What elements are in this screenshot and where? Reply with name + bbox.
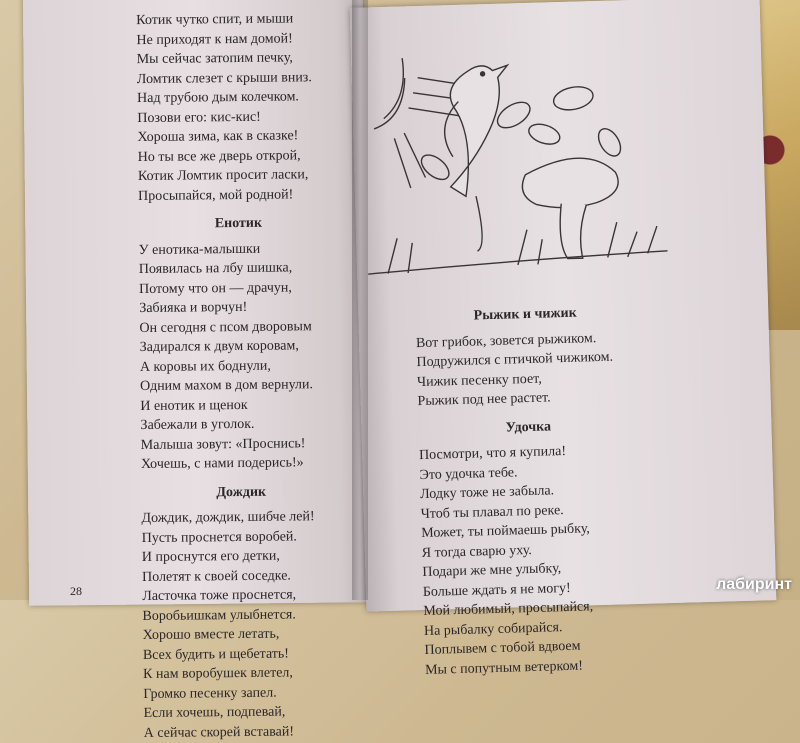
poem-line: И проснутся его детки, bbox=[141, 548, 280, 566]
poem-title-enotik: Енотик bbox=[214, 215, 263, 232]
poem-line: У енотика-малышки bbox=[138, 241, 261, 258]
poem-line: Котик чутко спит, и мыши bbox=[136, 11, 294, 29]
left-page-text bbox=[136, 9, 344, 743]
poem-title-dozhdik: Дождик bbox=[216, 484, 267, 500]
poem-line: Потому что он — драчун, bbox=[139, 279, 292, 297]
poem-kotik bbox=[136, 9, 338, 206]
poem-line: Малыша зовут: «Проснись! bbox=[140, 435, 306, 453]
poem-line: Громко песенку запел. bbox=[143, 685, 277, 702]
poem-line: Это удочка тебе. bbox=[419, 464, 518, 483]
poem-line: А сейчас скорей вставай! bbox=[143, 723, 295, 741]
poem-line: Котик Ломтик просит ласки, bbox=[137, 167, 309, 185]
poem-title-ryzhik: Рыжик и чижик bbox=[473, 305, 577, 324]
poem-line: Если хочешь, подпевай, bbox=[143, 704, 286, 722]
poem-line: Забежали в уголок. bbox=[140, 416, 255, 434]
poem-line: Но ты все же дверь открой, bbox=[137, 147, 301, 165]
poem-line: Чижик песенку поет, bbox=[416, 371, 542, 390]
poem-dozhdik bbox=[141, 507, 343, 743]
bird-mushroom-illustration bbox=[362, 41, 668, 279]
poem-line: Больше ждать я не могу! bbox=[422, 580, 571, 600]
poem-line: Мой любимый, просыпайся, bbox=[423, 599, 594, 620]
poem-line: Поплывем с тобой вдвоем bbox=[424, 638, 581, 659]
poem-line: Не приходят к нам домой! bbox=[136, 30, 293, 48]
poem-line: Над трубою дым колечком. bbox=[137, 89, 299, 107]
poem-line: К нам воробушек влетел, bbox=[143, 665, 293, 683]
right-page-text bbox=[415, 293, 646, 680]
poem-line: Появилась на лбу шишка, bbox=[138, 260, 293, 278]
poem-line: На рыбалку собирайся. bbox=[423, 619, 563, 639]
poem-line: Хочешь, с нами подерись!» bbox=[140, 455, 304, 473]
poem-line: Пусть проснется воробей. bbox=[141, 528, 297, 546]
poem-line: Он сегодня с псом дворовым bbox=[139, 318, 312, 336]
poem-line: Посмотри, что я купила! bbox=[418, 443, 567, 464]
poem-line: Дождик, дождик, шибче лей! bbox=[141, 509, 315, 527]
poem-line: А коровы их боднули, bbox=[139, 358, 271, 375]
poem-enotik bbox=[139, 238, 341, 474]
page-number: 28 bbox=[70, 584, 82, 598]
poem-line: Хорошо вместе летать, bbox=[142, 626, 280, 644]
poem-line: Одним махом в дом вернули. bbox=[140, 377, 314, 395]
poem-line: Мы с попутным ветерком! bbox=[424, 658, 584, 678]
poem-line: Я тогда сварю уху. bbox=[421, 542, 533, 561]
poem-line: И енотик и щенок bbox=[140, 397, 248, 414]
poem-line: Позови его: кис-кис! bbox=[137, 109, 261, 126]
poem-line: Ласточка тоже проснется, bbox=[142, 587, 297, 605]
poem-line: Воробьишкам улыбнется. bbox=[142, 606, 296, 624]
poem-ryzhik bbox=[416, 327, 638, 411]
poem-line: Лодку тоже не забыла. bbox=[419, 483, 555, 503]
watermark-labirint: лабиринт bbox=[716, 576, 792, 593]
poem-line: Рыжик под нее растет. bbox=[417, 390, 551, 410]
poem-line: Подари же мне улыбку, bbox=[422, 561, 562, 581]
poem-line: Задирался к двум коровам, bbox=[139, 338, 299, 356]
poem-line: Ломтик слезет с крыши вниз. bbox=[136, 69, 312, 87]
poem-line: Забияка и ворчун! bbox=[139, 299, 248, 317]
poem-udochka bbox=[419, 440, 645, 680]
poem-line: Может, ты поймаешь рыбку, bbox=[421, 521, 591, 542]
poem-line: Вот грибок, зовется рыжиком. bbox=[415, 330, 597, 351]
poem-line: Просыпайся, мой родной! bbox=[138, 186, 294, 204]
poem-line: Мы сейчас затопим печку, bbox=[136, 50, 293, 68]
poem-line: Хороша зима, как в сказке! bbox=[137, 128, 299, 146]
poem-title-udochka: Удочка bbox=[505, 418, 552, 436]
poem-line: Чтоб ты плавал по реке. bbox=[420, 502, 564, 522]
poem-line: Полетят к своей соседке. bbox=[142, 567, 291, 585]
poem-line: Подружился с птичкой чижиком. bbox=[416, 349, 614, 371]
poem-line: Всех будить и щебетать! bbox=[142, 646, 290, 663]
